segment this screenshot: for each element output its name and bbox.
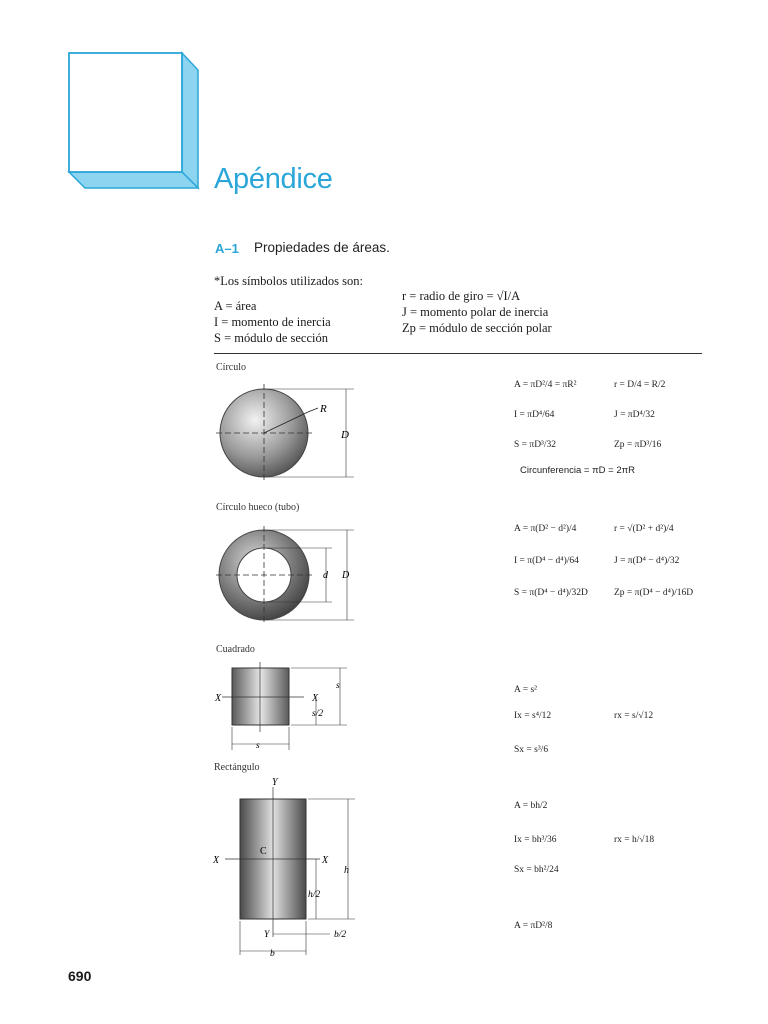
- page-title: Apéndice: [214, 163, 333, 195]
- dim-s2: s/2: [312, 709, 324, 719]
- dim-C: C: [260, 846, 267, 857]
- circle-formulas: [514, 373, 699, 477]
- formula-circle-modulus: S = πD³/32: [514, 440, 557, 450]
- square-figure: [212, 660, 362, 760]
- dim-h: h: [344, 865, 349, 876]
- formula-rect-radius: rx = h/√18: [614, 835, 655, 845]
- formula-hollow-polar: J = π(D⁴ − d⁴)/32: [614, 556, 680, 566]
- square-formulas: [514, 680, 694, 766]
- symbol-section-modulus: S = módulo de sección: [214, 331, 328, 345]
- formula-circle-polar-modulus: Zp = πD³/16: [614, 440, 662, 450]
- formula-hollow-area: A = π(D² − d²)/4: [514, 524, 577, 534]
- formula-circle-area: A = πD²/4 = πR²: [514, 380, 577, 390]
- hollow-figure: [214, 516, 374, 626]
- dim-D: D: [341, 429, 349, 441]
- formula-square-radius: rx = s/√12: [614, 711, 654, 721]
- chapter-box-icon: [66, 50, 202, 192]
- symbols-right: [402, 288, 552, 336]
- symbol-area: A = área: [214, 299, 257, 313]
- symbols-left: [214, 298, 331, 346]
- formula-rect-modulus: Sx = bh²/24: [514, 865, 559, 875]
- dim-X-rect-right: X: [322, 855, 329, 866]
- dim-R: R: [320, 403, 327, 415]
- formula-circumference: Circunferencia = πD = 2πR: [520, 465, 636, 476]
- formula-circle-polar: J = πD⁴/32: [614, 410, 655, 420]
- formula-square-inertia: Ix = s⁴/12: [514, 711, 552, 721]
- dim-h2: h/2: [308, 890, 321, 900]
- dim-X-left: X: [215, 693, 222, 704]
- dim-b2: b/2: [334, 930, 347, 940]
- page-number: 690: [68, 968, 92, 984]
- dim-d: d: [323, 570, 328, 581]
- dim-b: b: [270, 949, 275, 959]
- dim-D-hollow: D: [342, 570, 350, 581]
- formula-hollow-modulus: S = π(D⁴ − d⁴)/32D: [514, 588, 588, 598]
- divider: [214, 353, 702, 354]
- formula-rect-inertia: Ix = bh³/36: [514, 835, 557, 845]
- formula-circle-inertia: I = πD⁴/64: [514, 410, 555, 420]
- hollow-formulas: [514, 515, 714, 611]
- hollow-label: Círculo hueco (tubo): [216, 502, 300, 513]
- symbol-polar-inertia: J = momento polar de inercia: [402, 305, 549, 319]
- formula-hollow-inertia: I = π(D⁴ − d⁴)/64: [514, 556, 579, 566]
- rectangle-figure: [210, 775, 370, 960]
- rectangle-label: Rectángulo: [214, 762, 260, 773]
- formula-circle-radius: r = D/4 = R/2: [614, 380, 666, 390]
- symbols-intro: *Los símbolos utilizados son:: [214, 274, 363, 288]
- symbol-polar-modulus: Zp = módulo de sección polar: [402, 321, 552, 335]
- formula-square-modulus: Sx = s³/6: [514, 745, 549, 755]
- dim-s-right: s: [336, 681, 340, 691]
- dim-Y-bottom: Y: [264, 930, 270, 940]
- formula-hollow-polar-modulus: Zp = π(D⁴ − d⁴)/16D: [614, 588, 694, 598]
- dim-X-right: X: [312, 693, 319, 704]
- dim-Y-top: Y: [272, 777, 278, 788]
- formula-rect-area: A = bh/2: [514, 801, 548, 811]
- formula-square-area: A = s²: [514, 685, 537, 695]
- section-title: Propiedades de áreas.: [254, 240, 390, 255]
- dim-s-bottom: s: [256, 741, 260, 751]
- formula-semicircle-area: A = πD²/8: [514, 921, 553, 931]
- symbol-inertia: I = momento de inercia: [214, 315, 331, 329]
- square-label: Cuadrado: [216, 644, 255, 655]
- circle-label: Círculo: [216, 362, 246, 373]
- dim-X-rect-left: X: [213, 855, 220, 866]
- section-id: A–1: [215, 241, 239, 256]
- rectangle-formulas: [514, 790, 694, 931]
- circle-figure: [214, 376, 374, 486]
- formula-hollow-radius: r = √(D² + d²)/4: [614, 524, 674, 534]
- symbol-radius: r = radio de giro = √I/A: [402, 289, 521, 303]
